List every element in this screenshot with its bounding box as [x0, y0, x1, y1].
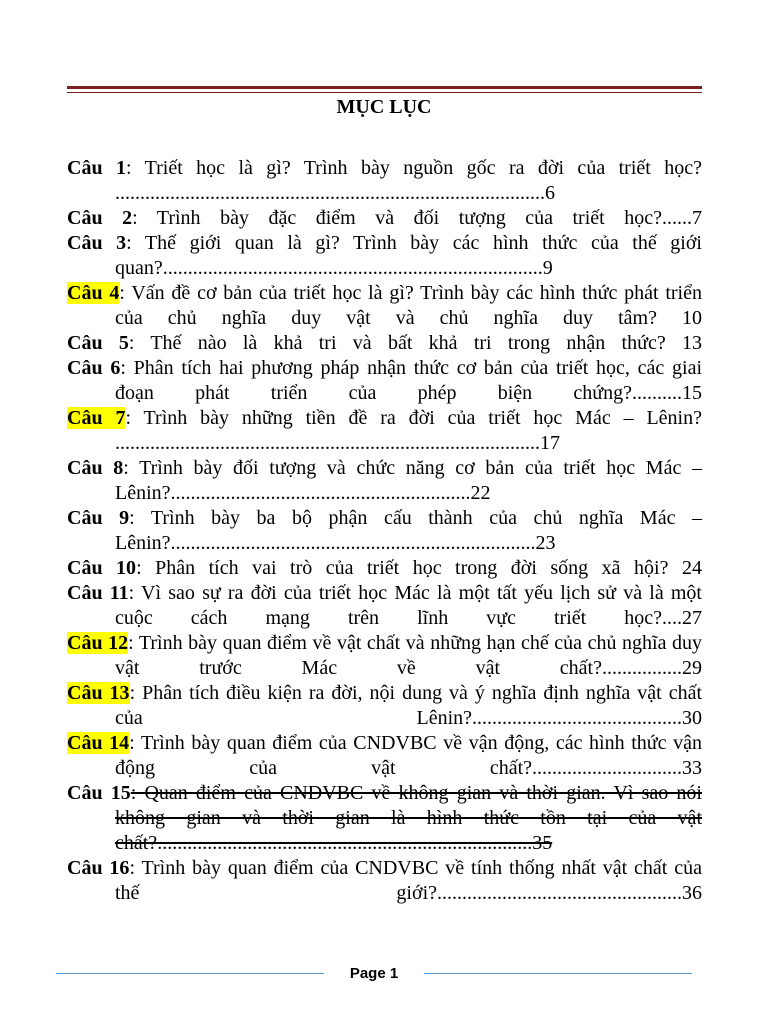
toc-entry[interactable]	[67, 356, 702, 406]
toc-entry-text: : Thế nào là khả tri và bất khả tri trong nhận thức? 13	[128, 332, 702, 354]
toc-entry-text: : Triết học là gì? Trình bày nguồn gốc ra đời của triết học? ......................................................................................6	[115, 157, 702, 204]
page-title: MỤC LỤC	[336, 96, 432, 118]
toc-entry-label: Câu 1	[67, 157, 126, 179]
toc-entry-label: Câu 5	[67, 332, 129, 354]
toc-entry[interactable]	[67, 331, 702, 356]
toc-entry-text: : Trình bày đối tượng và chức năng cơ bản của triết học Mác – Lênin?............................................................22	[115, 457, 702, 504]
footer-line-left	[56, 973, 324, 974]
footer-line-right	[424, 973, 692, 974]
toc-entry-label: Câu 16	[67, 857, 130, 879]
toc-entry-label: Câu 15	[67, 782, 131, 804]
toc-entry-label: Câu 8	[67, 457, 124, 479]
toc-entry-text: : Phân tích điều kiện ra đời, nội dung và ý nghĩa định nghĩa vật chất của Lênin?..........................................30	[115, 682, 702, 729]
toc-entry-label: Câu 2	[67, 207, 133, 229]
toc-entry-text: : Vì sao sự ra đời của triết học Mác là một tất yếu lịch sử và là một cuộc cách mạng trên lĩnh vực triết học?....27	[115, 582, 702, 629]
toc-entry-text: : Vấn đề cơ bản của triết học là gì? Trình bày các hình thức phát triển của chủ nghĩa duy vật và chủ nghĩa duy tâm? 10	[115, 282, 702, 329]
toc-entry-label: Câu 11	[67, 582, 129, 604]
toc-entry-label: Câu 10	[67, 557, 137, 579]
toc-entry-label: Câu 12	[67, 632, 129, 654]
toc-entry[interactable]	[67, 206, 702, 231]
header-rule-thick	[67, 86, 702, 89]
toc-entry[interactable]	[67, 681, 702, 731]
page-footer	[0, 965, 768, 985]
toc-entry[interactable]	[67, 506, 702, 556]
toc-entry[interactable]	[67, 456, 702, 506]
table-of-contents	[67, 156, 702, 906]
toc-entry-label: Câu 4	[67, 282, 120, 304]
toc-entry[interactable]	[67, 781, 702, 856]
toc-entry-label: Câu 7	[67, 407, 126, 429]
toc-entry-text: : Thế giới quan là gì? Trình bày các hình thức của thế giới quan?............................................................................9	[115, 232, 702, 279]
toc-entry-text: : Trình bày quan điểm của CNDVBC về vận động, các hình thức vận động của vật chất?..............................33	[115, 732, 702, 779]
toc-entry[interactable]	[67, 281, 702, 331]
toc-entry-label: Câu 13	[67, 682, 130, 704]
toc-entry[interactable]	[67, 581, 702, 631]
toc-entry-label: Câu 14	[67, 732, 130, 754]
toc-entry-text: : Trình bày ba bộ phận cấu thành của chủ nghĩa Mác – Lênin?.........................................................................23	[115, 507, 702, 554]
toc-entry-text: : Phân tích vai trò của triết học trong đời sống xã hội? 24	[136, 557, 702, 579]
toc-entry[interactable]	[67, 231, 702, 281]
toc-entry-label: Câu 3	[67, 232, 127, 254]
toc-entry-text: : Phân tích hai phương pháp nhận thức cơ bản của triết học, các giai đoạn phát triển của phép biện chứng?..........15	[115, 357, 702, 404]
toc-entry-text: : Trình bày quan điểm của CNDVBC về tính thống nhất vật chất của thế giới?.................................................36	[115, 857, 702, 904]
toc-entry-text: : Trình bày quan điểm về vật chất và những hạn chế của chủ nghĩa duy vật trước Mác về vật chất?................29	[115, 632, 703, 679]
toc-entry-text: : Trình bày đặc điểm và đối tượng của triết học?......7	[132, 207, 702, 229]
toc-entry[interactable]	[67, 556, 702, 581]
toc-entry-text: : Trình bày những tiền đề ra đời của triết học Mác – Lênin? .....................................................................................17	[115, 407, 702, 454]
toc-entry-label: Câu 6	[67, 357, 121, 379]
toc-entry[interactable]	[67, 406, 702, 456]
toc-entry-label: Câu 9	[67, 507, 130, 529]
toc-entry-text: : Quan điểm của CNDVBC về không gian và thời gian. Vì sao nói không gian và thời gian là hình thức tồn tại của vật chất?...........................................................................35	[115, 782, 702, 854]
toc-entry[interactable]	[67, 856, 702, 906]
toc-entry[interactable]	[67, 156, 702, 206]
header-rule-thin	[67, 92, 702, 93]
toc-entry[interactable]	[67, 731, 702, 781]
toc-entry[interactable]	[67, 631, 702, 681]
page-number: Page 1	[349, 965, 399, 982]
